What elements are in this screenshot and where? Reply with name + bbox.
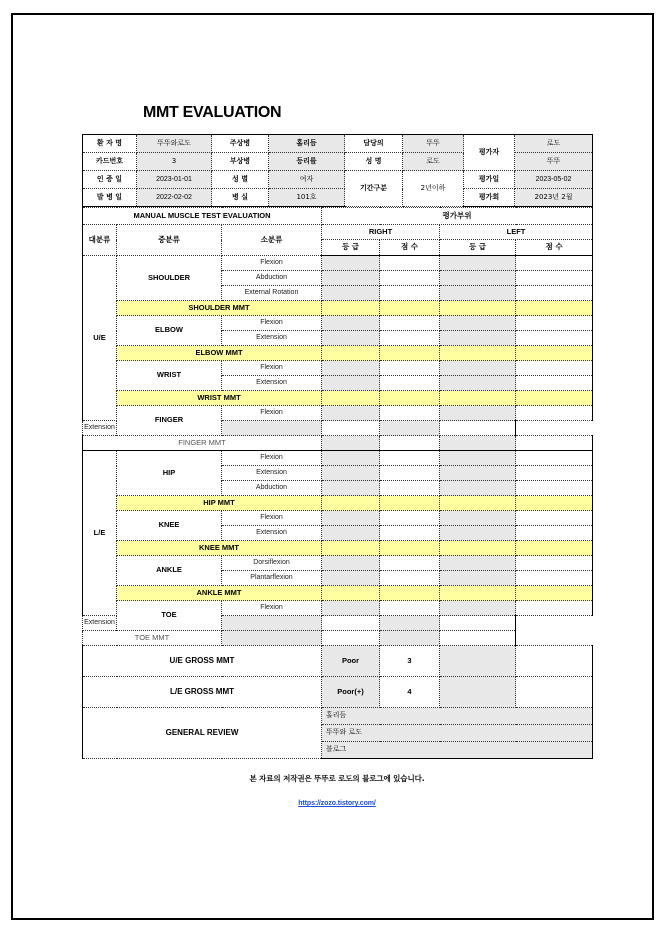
summary-finger-mmt: FINGER MMT [83,436,322,451]
summary-knee-mmt: KNEE MMT [117,541,322,556]
cell-left-score[interactable] [516,496,593,511]
cell-left-score[interactable] [516,466,593,481]
label-cert-date: 인 증 일 [83,171,137,189]
cell-right-grade[interactable] [222,421,322,436]
cell-right-score[interactable] [380,571,440,586]
col-header-right-grade: 등 급 [322,240,380,256]
patient-header-table [82,134,593,207]
cell-left-score[interactable] [516,301,593,316]
table-row [83,586,593,601]
value-onset-date: 2022-02-02 [137,189,212,207]
value-patient-name: 뚜뚜와로도 [137,135,212,153]
cell-left-grade[interactable] [440,646,516,677]
value-gender: 여자 [269,171,345,189]
cell-right-score[interactable] [380,526,440,541]
summary-elbow-mmt: ELBOW MMT [117,346,322,361]
minor-knee-flexion: Flexion [222,511,322,526]
cell-left-score[interactable] [516,511,593,526]
minor-hip-abduction: Abduction [222,481,322,496]
cell-left-grade[interactable] [440,316,516,331]
middle-category-shoulder: SHOULDER [117,256,222,301]
cell-left-grade[interactable] [440,406,516,421]
minor-elbow-extension: Extension [222,331,322,346]
col-header-right-score: 점 수 [380,240,440,256]
cell-right-grade[interactable] [322,391,380,406]
cell-right-score[interactable] [380,271,440,286]
cell-right-score[interactable] [380,601,440,616]
minor-hip-extension: Extension [222,466,322,481]
label-name: 성 명 [345,153,403,171]
cell-right-grade[interactable] [322,361,380,376]
gross-ue-grade[interactable]: Poor [322,646,380,677]
cell-right-score[interactable] [380,301,440,316]
label-main-diagnosis: 주상병 [212,135,269,153]
cell-left-score[interactable] [516,376,593,391]
value-card-number: 3 [137,153,212,171]
cell-left-score[interactable] [516,346,593,361]
minor-wrist-extension: Extension [222,376,322,391]
general-review-line-3[interactable]: 블로그 [322,742,593,759]
col-header-left-side: LEFT [440,225,593,240]
general-review-line-1[interactable]: 홀리듬 [322,708,593,725]
label-eval-session: 평가회 [464,189,515,207]
mmt-section-title: MANUAL MUSCLE TEST EVALUATION [83,208,322,225]
label-patient-name: 환 자 명 [83,135,137,153]
cell-right-grade[interactable] [322,586,380,601]
cell-left-grade[interactable] [440,556,516,571]
cell-right-grade[interactable] [322,601,380,616]
cell-left-score[interactable] [516,391,593,406]
cell-right-grade[interactable] [322,541,380,556]
table-row [83,708,593,725]
table-row [83,171,593,189]
minor-ankle-plantarflexion: Plantarflexion [222,571,322,586]
cell-right-score[interactable] [380,331,440,346]
cell-right-score[interactable] [380,376,440,391]
cell-left-grade[interactable] [440,271,516,286]
middle-category-hip: HIP [117,451,222,496]
minor-hip-flexion: Flexion [222,451,322,466]
table-row [83,646,593,677]
summary-hip-mmt: HIP MMT [117,496,322,511]
general-review-line-2[interactable]: 뚜뚜와 로도 [322,725,593,742]
cell-left-score[interactable] [516,436,593,451]
cell-right-grade[interactable] [322,406,380,421]
minor-elbow-flexion: Flexion [222,316,322,331]
label-eval-date: 평가일 [464,171,515,189]
minor-shoulder-abduction: Abduction [222,271,322,286]
cell-left-grade[interactable] [440,601,516,616]
minor-shoulder-external-rotation: External Rotation [222,286,322,301]
cell-left-score[interactable] [516,646,593,677]
mmt-site-title: 평가부위 [322,208,593,225]
cell-right-score[interactable] [380,511,440,526]
cell-left-score[interactable] [516,541,593,556]
middle-category-ankle: ANKLE [117,556,222,586]
table-row [83,391,593,406]
label-evaluator: 평가자 [464,135,515,171]
cell-left-score[interactable] [516,331,593,346]
cell-left-grade[interactable] [440,256,516,271]
cell-right-grade[interactable] [222,616,322,631]
minor-knee-extension: Extension [222,526,322,541]
label-gender: 성 별 [212,171,269,189]
value-period-type: 2년이하 [403,171,464,207]
middle-category-toe: TOE [117,601,222,631]
cell-right-score[interactable] [380,391,440,406]
cell-right-grade[interactable] [322,466,380,481]
table-row [83,556,593,571]
cell-left-grade[interactable] [440,376,516,391]
cell-left-grade[interactable] [440,286,516,301]
cell-left-grade[interactable] [440,571,516,586]
cell-left-score[interactable] [440,421,516,436]
cell-left-grade[interactable] [440,391,516,406]
table-row [83,406,593,421]
cell-left-score[interactable] [516,451,593,466]
cell-left-score[interactable] [516,601,593,616]
table-row [83,301,593,316]
table-row [83,451,593,466]
minor-wrist-flexion: Flexion [222,361,322,376]
cell-left-grade[interactable] [440,361,516,376]
cell-right-grade[interactable] [322,301,380,316]
cell-left-grade[interactable] [440,481,516,496]
table-row [83,496,593,511]
cell-right-score[interactable] [380,436,440,451]
cell-right-grade[interactable] [322,526,380,541]
cell-left-score[interactable] [516,526,593,541]
value-doctor-name: 로도 [403,153,464,171]
cell-left-score[interactable] [516,677,593,708]
table-row [83,225,593,240]
cell-right-score[interactable] [380,406,440,421]
cell-left-grade[interactable] [440,496,516,511]
middle-category-knee: KNEE [117,511,222,541]
cell-right-score[interactable] [380,586,440,601]
cell-right-score[interactable] [380,466,440,481]
table-row [83,541,593,556]
cell-right-grade[interactable] [322,436,380,451]
cell-left-score[interactable] [516,256,593,271]
cell-left-grade[interactable] [440,511,516,526]
mmt-evaluation-table [82,207,593,759]
label-doctor: 담당의 [345,135,403,153]
cell-left-score[interactable] [516,316,593,331]
table-row [83,361,593,376]
table-row [83,631,593,646]
cell-left-grade[interactable] [440,541,516,556]
page-title: MMT EVALUATION [143,104,282,121]
cell-right-grade[interactable] [322,346,380,361]
cell-right-score[interactable] [322,616,380,631]
cell-right-grade[interactable] [322,331,380,346]
middle-category-elbow: ELBOW [117,316,222,346]
value-eval-date: 2023-05-02 [515,171,593,189]
page-frame [11,13,654,920]
label-onset-date: 발 병 일 [83,189,137,207]
minor-finger-extension: Extension [83,421,117,436]
cell-left-grade[interactable] [440,331,516,346]
table-row [83,511,593,526]
value-eval-session: 2023년 2월 [515,189,593,207]
cell-right-score[interactable] [380,256,440,271]
cell-left-score[interactable] [516,271,593,286]
cell-right-grade[interactable] [222,631,322,646]
cell-right-score[interactable] [380,556,440,571]
summary-toe-mmt: TOE MMT [83,631,222,646]
gross-le-grade[interactable]: Poor(+) [322,677,380,708]
cell-right-score[interactable] [380,496,440,511]
cell-right-score[interactable] [380,361,440,376]
table-row [83,436,593,451]
cell-left-grade[interactable] [380,631,440,646]
cell-right-grade[interactable] [322,451,380,466]
value-doctor: 뚜뚜 [403,135,464,153]
label-period-type: 기간구분 [345,171,403,207]
cell-right-grade[interactable] [322,556,380,571]
summary-shoulder-mmt: SHOULDER MMT [117,301,322,316]
cell-right-score[interactable] [322,631,380,646]
table-row [83,346,593,361]
cell-left-score[interactable] [440,631,516,646]
col-header-left-grade: 등 급 [440,240,516,256]
cell-right-grade[interactable] [322,286,380,301]
general-review-label: GENERAL REVIEW [83,708,322,759]
cell-right-score[interactable] [380,346,440,361]
cell-left-score[interactable] [516,361,593,376]
cell-right-grade[interactable] [322,376,380,391]
table-row [83,135,593,153]
major-category-ue: U/E [83,256,117,421]
value-room: 101호 [269,189,345,207]
table-row [83,677,593,708]
minor-toe-flexion: Flexion [222,601,322,616]
cell-right-score[interactable] [380,481,440,496]
cell-left-score[interactable] [516,481,593,496]
table-row [83,316,593,331]
gross-label-ue: U/E GROSS MMT [83,646,322,677]
cell-left-grade[interactable] [440,466,516,481]
minor-shoulder-flexion: Flexion [222,256,322,271]
cell-right-grade[interactable] [322,271,380,286]
table-row [83,208,593,225]
cell-left-grade[interactable] [440,301,516,316]
cell-left-grade[interactable] [440,586,516,601]
table-row [83,189,593,207]
cell-left-grade[interactable] [440,526,516,541]
gross-label-le: L/E GROSS MMT [83,677,322,708]
minor-toe-extension: Extension [83,616,117,631]
cell-left-grade[interactable] [440,677,516,708]
label-card-number: 카드번호 [83,153,137,171]
summary-wrist-mmt: WRIST MMT [117,391,322,406]
major-category-le: L/E [83,451,117,616]
footer [82,773,592,810]
cell-right-grade[interactable] [322,316,380,331]
cell-right-grade[interactable] [322,496,380,511]
col-header-major: 대분류 [83,225,117,256]
blog-link[interactable]: https://zozo.tistory.com/ [298,800,376,807]
middle-category-wrist: WRIST [117,361,222,391]
cell-right-score[interactable] [380,451,440,466]
cell-left-grade[interactable] [380,421,440,436]
cell-right-grade[interactable] [322,571,380,586]
col-header-left-score: 점 수 [516,240,593,256]
cell-left-score[interactable] [516,586,593,601]
middle-category-finger: FINGER [117,406,222,436]
cell-right-grade[interactable] [322,256,380,271]
label-sub-diagnosis: 부상병 [212,153,269,171]
cell-left-score[interactable] [516,571,593,586]
cell-left-grade[interactable] [440,346,516,361]
col-header-middle: 중분류 [117,225,222,256]
gross-le-score[interactable]: 4 [380,677,440,708]
cell-left-grade[interactable] [440,436,516,451]
cell-left-score[interactable] [516,556,593,571]
table-row [83,256,593,271]
table-row [83,153,593,171]
value-cert-date: 2023-01-01 [137,171,212,189]
cell-left-score[interactable] [516,406,593,421]
value-evaluator-1: 로도 [515,135,593,153]
cell-right-grade[interactable] [322,511,380,526]
value-sub-diagnosis: 등리를 [269,153,345,171]
col-header-minor: 소분류 [222,225,322,256]
cell-right-score[interactable] [380,316,440,331]
copyright-notice: 본 자료의 저작권은 뚜뚜로 로도의 블로그에 있습니다. [249,774,425,783]
value-evaluator-2: 뚜뚜 [515,153,593,171]
cell-right-score[interactable] [322,421,380,436]
cell-right-grade[interactable] [322,481,380,496]
cell-left-score[interactable] [440,616,516,631]
gross-ue-score[interactable]: 3 [380,646,440,677]
cell-left-score[interactable] [516,286,593,301]
value-main-diagnosis: 홀리듬 [269,135,345,153]
document-sheet [82,103,592,810]
cell-left-grade[interactable] [380,616,440,631]
minor-ankle-dorsiflexion: Dorsiflexion [222,556,322,571]
cell-right-score[interactable] [380,541,440,556]
col-header-right-side: RIGHT [322,225,440,240]
label-room: 병 실 [212,189,269,207]
table-row [83,601,593,616]
summary-ankle-mmt: ANKLE MMT [117,586,322,601]
cell-right-score[interactable] [380,286,440,301]
cell-left-grade[interactable] [440,451,516,466]
minor-finger-flexion: Flexion [222,406,322,421]
